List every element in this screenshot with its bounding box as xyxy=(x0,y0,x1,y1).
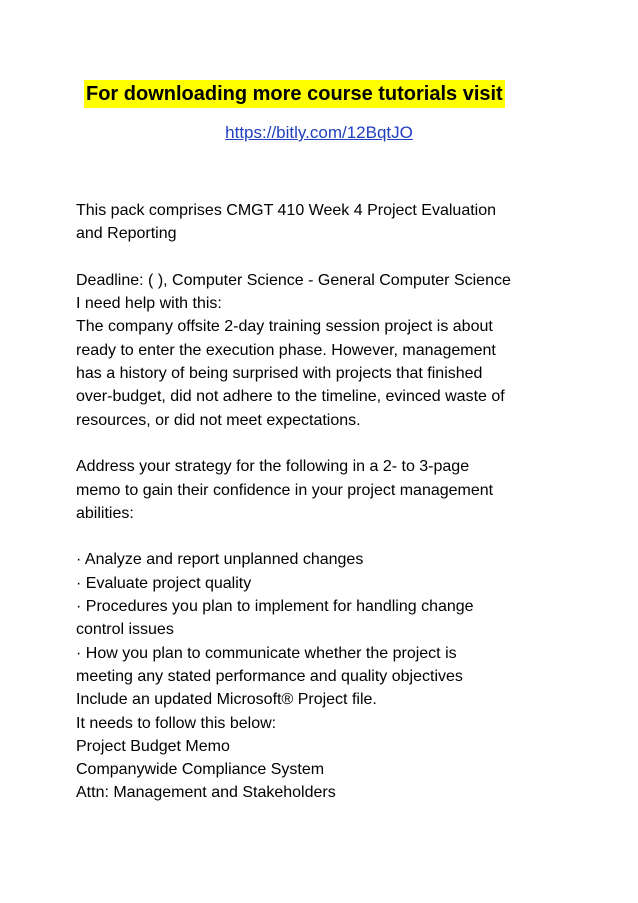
details-line: Deadline: ( ), Computer Science - General Computer Science xyxy=(76,271,511,289)
details-line: ready to enter the execution phase. However, management xyxy=(76,341,496,359)
document-body xyxy=(76,199,576,805)
details-line: resources, or did not meet expectations. xyxy=(76,411,361,429)
strategy-line: memo to gain their confidence in your project management xyxy=(76,481,494,499)
bullet-line: · How you plan to communicate whether the project is xyxy=(76,644,457,662)
bullet-line: Attn: Management and Stakeholders xyxy=(76,784,336,802)
bullet-line: control issues xyxy=(76,621,174,639)
strategy-line: Address your strategy for the following in a 2- to 3-page xyxy=(76,458,470,476)
paragraph-gap xyxy=(76,246,576,269)
paragraph-gap xyxy=(76,432,576,455)
intro-line: and Reporting xyxy=(76,225,177,243)
bullet-line: · Analyze and report unplanned changes xyxy=(76,551,364,569)
bullet-line: · Procedures you plan to implement for handling change xyxy=(76,598,474,616)
paragraph-gap xyxy=(76,525,576,548)
tutorial-link[interactable]: https://bitly.com/12BqtJO xyxy=(225,123,413,142)
details-line: over-budget, did not adhere to the timeline, evinced waste of xyxy=(76,388,505,406)
intro-line: This pack comprises CMGT 410 Week 4 Project Evaluation xyxy=(76,202,497,219)
bullet-line: Include an updated Microsoft® Project file. xyxy=(76,691,377,709)
strategy-line: abilities: xyxy=(76,504,134,522)
bullet-line: Companywide Compliance System xyxy=(76,761,325,779)
bullet-line: meeting any stated performance and quality objectives xyxy=(76,667,463,685)
details-line: I need help with this: xyxy=(76,295,222,313)
details-line: has a history of being surprised with projects that finished xyxy=(76,365,483,383)
details-line: The company offsite 2-day training session project is about xyxy=(76,318,493,336)
bullet-line: · Evaluate project quality xyxy=(76,574,252,592)
bullet-line: It needs to follow this below: xyxy=(76,714,277,732)
bullet-line: Project Budget Memo xyxy=(76,737,230,755)
header-title: For downloading more course tutorials visit xyxy=(84,80,505,108)
